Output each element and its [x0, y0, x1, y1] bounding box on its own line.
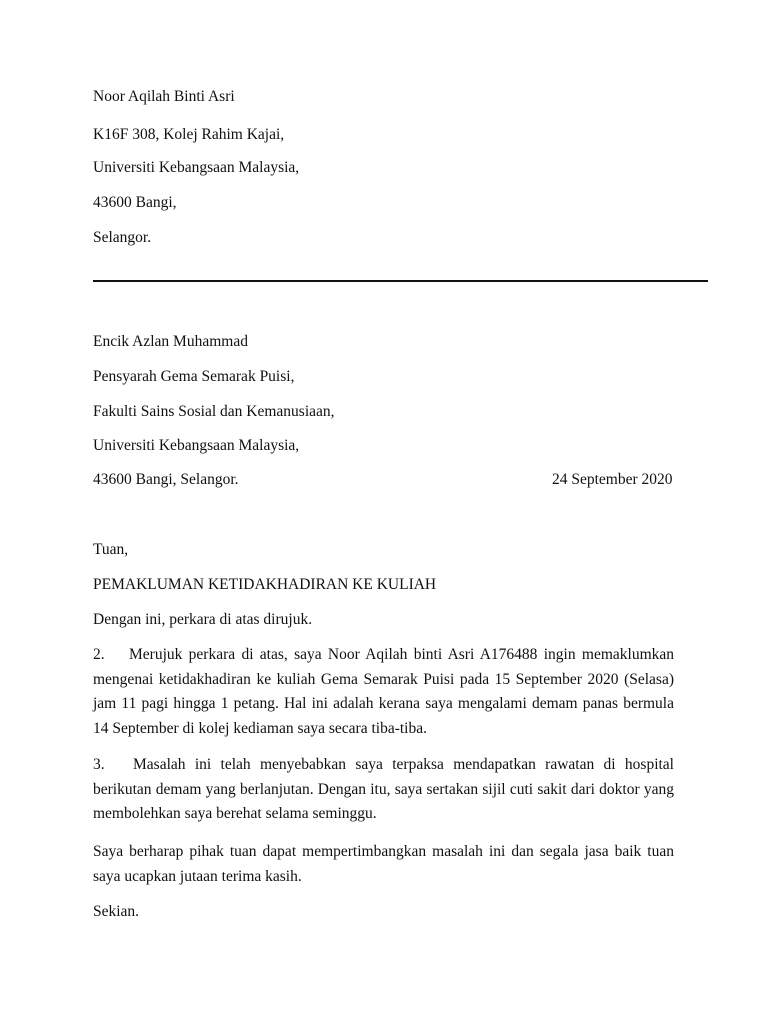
paragraph-3-text: Masalah ini telah menyebabkan saya terpaksa mendapatkan rawatan di hospital berikutan demam yang berlanjutan. Dengan itu, saya sertakan sijil cuti sakit dari doktor yang membolehkan saya berehat selama seminggu. [93, 756, 674, 822]
opening-line: Dengan ini, perkara di atas dirujuk. [93, 611, 313, 628]
sender-address-line-3: 43600 Bangi, [93, 194, 177, 211]
letter-subject: PEMAKLUMAN KETIDAKHADIRAN KE KULIAH [93, 576, 437, 593]
recipient-faculty: Fakulti Sains Sosial dan Kemanusiaan, [93, 403, 335, 420]
paragraph-3 [93, 753, 674, 827]
sender-address-line-1: K16F 308, Kolej Rahim Kajai, [93, 126, 285, 143]
signoff: Sekian. [93, 903, 140, 920]
paragraph-3-number: 3. [93, 756, 105, 773]
paragraph-2 [93, 643, 674, 741]
recipient-title: Pensyarah Gema Semarak Puisi, [93, 368, 295, 385]
recipient-city: 43600 Bangi, Selangor. [93, 471, 239, 488]
sender-address-line-2: Universiti Kebangsaan Malaysia, [93, 159, 300, 176]
header-divider [93, 280, 708, 282]
salutation: Tuan, [93, 541, 129, 558]
paragraph-2-text: Merujuk perkara di atas, saya Noor Aqilah binti Asri A176488 ingin memaklumkan mengenai ketidakhadiran ke kuliah Gema Semarak Puisi pada 15 September 2020 (Selasa) jam 11 pagi hingga 1 petang. Hal ini adalah kerana saya mengalami demam panas bermula 14 September di kolej kediaman saya secara tiba-tiba. [93, 646, 674, 737]
sender-name: Noor Aqilah Binti Asri [93, 88, 235, 105]
closing-paragraph: Saya berharap pihak tuan dapat mempertimbangkan masalah ini dan segala jasa baik tuan saya ucapkan jutaan terima kasih. [93, 843, 674, 885]
recipient-university: Universiti Kebangsaan Malaysia, [93, 437, 300, 454]
recipient-name: Encik Azlan Muhammad [93, 333, 248, 350]
paragraph-2-number: 2. [93, 646, 105, 663]
letter-date: 24 September 2020 [552, 471, 673, 488]
sender-address-line-4: Selangor. [93, 229, 152, 246]
